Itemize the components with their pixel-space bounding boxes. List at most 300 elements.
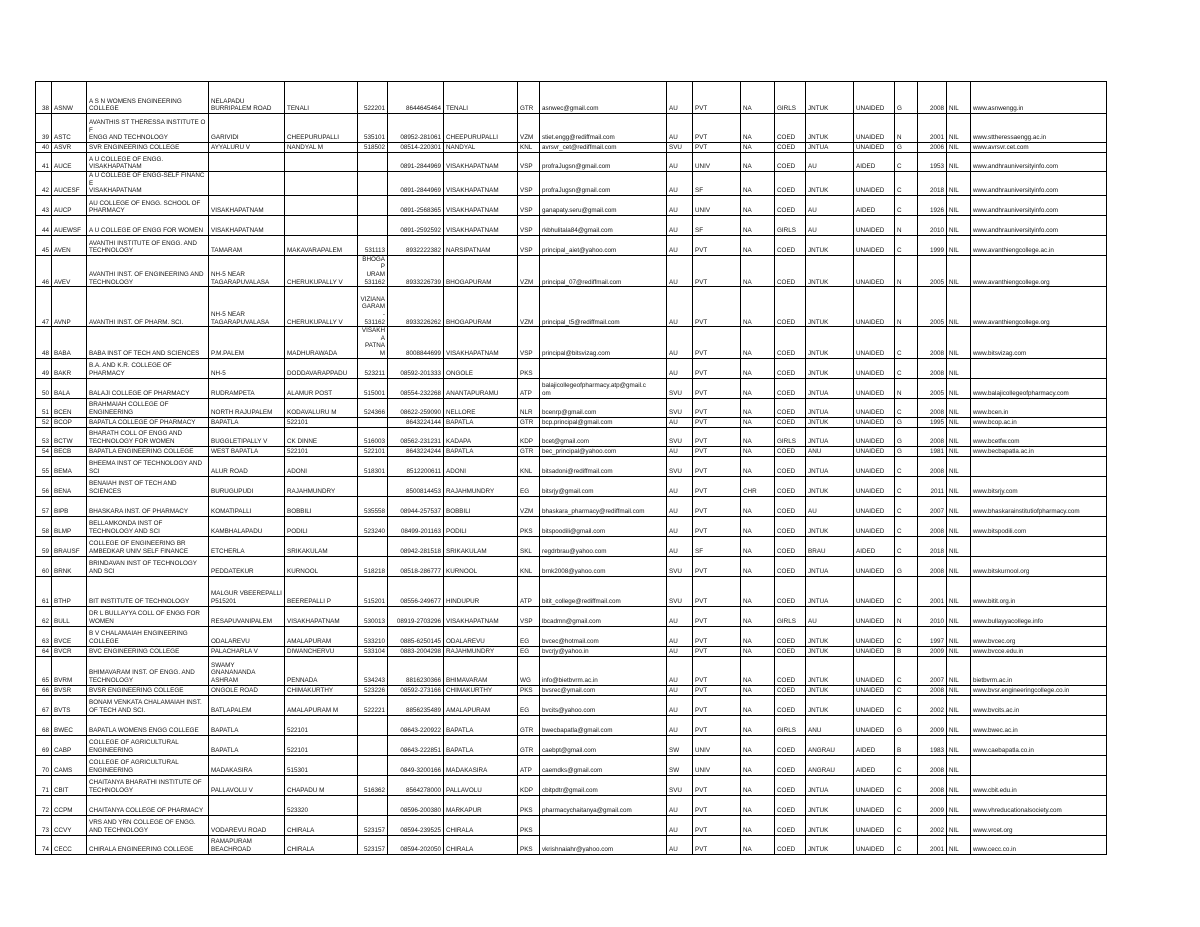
coed-status-cell: COED	[775, 358, 806, 378]
established-year-cell: 2001	[918, 114, 947, 143]
college-code-cell: BLMP	[52, 516, 87, 536]
aid-status-cell: UNAIDED	[854, 835, 895, 854]
coed-status-cell: COED	[775, 536, 806, 556]
district-cell: SKL	[518, 536, 540, 556]
aid-status-cell: UNAIDED	[854, 456, 895, 476]
college-type-cell: PVT	[693, 378, 741, 398]
college-code-cell: CBIT	[52, 775, 87, 795]
minority-cell: NA	[741, 195, 775, 215]
college-type-cell: PVT	[693, 626, 741, 646]
college-type-cell: UNIV	[693, 195, 741, 215]
table-row	[36, 715, 1107, 735]
college-name-cell: B.A. AND K.R. COLLEGE OF PHARMACY	[87, 358, 209, 378]
serial-number-cell: 48	[36, 327, 52, 358]
address-line-cell: MALGUR VBEEREPALLI P515201	[209, 576, 285, 606]
district-cell: KNL	[518, 456, 540, 476]
address-line-cell	[209, 172, 285, 196]
town-cell: NARSIPATNAM	[444, 235, 518, 255]
table-row	[36, 835, 1107, 854]
pin-code-cell: BHOGAP URAM 531162	[358, 255, 388, 286]
college-name-cell: BABA INST OF TECH AND SCIENCES	[87, 327, 209, 358]
nil-field-cell: NIL	[947, 378, 971, 398]
grade-cell: G	[895, 143, 918, 153]
affiliation-cell: ANGRAU	[806, 755, 854, 775]
college-code-cell: AUCP	[52, 195, 87, 215]
established-year-cell: 2018	[918, 172, 947, 196]
email-cell: avrsvr_cet@rediffmail.com	[540, 143, 667, 153]
aid-status-cell: AIDED	[854, 195, 895, 215]
district-cell: ATP	[518, 378, 540, 398]
college-name-cell: CHIRALA ENGINEERING COLLEGE	[87, 835, 209, 854]
table-row	[36, 815, 1107, 835]
mandal-cell: RAJAHMUNDRY	[285, 476, 358, 496]
affiliation-cell: JNTUA	[806, 427, 854, 446]
town-cell: BAPATLA	[444, 715, 518, 735]
coed-status-cell: COED	[775, 398, 806, 417]
website-cell: www.becbapatla.ac.in	[971, 446, 1107, 456]
website-cell: www.bitit.org.in	[971, 576, 1107, 606]
university-region-cell: AU	[667, 476, 693, 496]
minority-cell: NA	[741, 656, 775, 685]
serial-number-cell: 73	[36, 815, 52, 835]
address-line-cell: TAMARAM	[209, 235, 285, 255]
table-row	[36, 626, 1107, 646]
established-year-cell: 2008	[918, 327, 947, 358]
college-name-cell: A U COLLEGE OF ENGG. VISAKHAPATNAM	[87, 153, 209, 172]
town-cell: BOBBILI	[444, 496, 518, 516]
district-cell: GTR	[518, 82, 540, 114]
website-cell: www.andhrauniversityinfo.com	[971, 215, 1107, 235]
minority-cell: NA	[741, 378, 775, 398]
coed-status-cell: COED	[775, 516, 806, 536]
college-name-cell: AVANTHI INST. OF ENGINEERING AND TECHNOLOGY	[87, 255, 209, 286]
college-type-cell: PVT	[693, 516, 741, 536]
pin-code-cell	[358, 476, 388, 496]
pin-code-cell: 515001	[358, 378, 388, 398]
email-cell: info@bietbvrm.ac.in	[540, 656, 667, 685]
website-cell	[971, 358, 1107, 378]
town-cell: MADAKASIRA	[444, 755, 518, 775]
table-row	[36, 536, 1107, 556]
pin-code-cell: 523226	[358, 685, 388, 695]
coed-status-cell: COED	[775, 646, 806, 656]
affiliation-cell: JNTUK	[806, 685, 854, 695]
coed-status-cell: COED	[775, 446, 806, 456]
mandal-cell: 522101	[285, 715, 358, 735]
coed-status-cell: COED	[775, 815, 806, 835]
nil-field-cell: NIL	[947, 427, 971, 446]
town-cell: AMALAPURAM	[444, 695, 518, 715]
table-row	[36, 378, 1107, 398]
serial-number-cell: 62	[36, 606, 52, 626]
college-code-cell: ASTC	[52, 114, 87, 143]
email-cell: principal_07@rediffmail.com	[540, 255, 667, 286]
established-year-cell: 2008	[918, 775, 947, 795]
serial-number-cell: 61	[36, 576, 52, 606]
table-row	[36, 398, 1107, 417]
serial-number-cell: 43	[36, 195, 52, 215]
email-cell: caemdks@gmail.com	[540, 755, 667, 775]
town-cell: PODILI	[444, 516, 518, 536]
aid-status-cell: UNAIDED	[854, 646, 895, 656]
aid-status-cell: UNAIDED	[854, 815, 895, 835]
aid-status-cell: UNAIDED	[854, 516, 895, 536]
university-region-cell: AU	[667, 606, 693, 626]
established-year-cell: 2005	[918, 287, 947, 327]
town-cell: CHIRALA	[444, 835, 518, 854]
website-cell: www.avanthiengcollege.org	[971, 255, 1107, 286]
college-name-cell: A U COLLEGE OF ENGG FOR WOMEN	[87, 215, 209, 235]
pin-code-cell	[358, 536, 388, 556]
nil-field-cell: NIL	[947, 815, 971, 835]
district-cell: GTR	[518, 735, 540, 755]
minority-cell: NA	[741, 417, 775, 427]
aid-status-cell: UNAIDED	[854, 378, 895, 398]
college-code-cell: BVTS	[52, 695, 87, 715]
district-cell: PKS	[518, 815, 540, 835]
table-row	[36, 172, 1107, 196]
college-code-cell: BVRM	[52, 656, 87, 685]
table-row	[36, 287, 1107, 327]
website-cell: www.avanthiengcollege.ac.in	[971, 235, 1107, 255]
pin-code-cell: 522221	[358, 695, 388, 715]
established-year-cell: 1953	[918, 153, 947, 172]
grade-cell: C	[895, 235, 918, 255]
mandal-cell: 522101	[285, 417, 358, 427]
coed-status-cell: COED	[775, 735, 806, 755]
nil-field-cell: NIL	[947, 143, 971, 153]
town-cell: CHIMAKURTHY	[444, 685, 518, 695]
address-line-cell: RAMAPURAM BEACHROAD	[209, 835, 285, 854]
phone-cell: 08942-281518	[388, 536, 444, 556]
college-name-cell: A S N WOMENS ENGINEERING COLLEGE	[87, 82, 209, 114]
grade-cell: G	[895, 82, 918, 114]
serial-number-cell: 42	[36, 172, 52, 196]
table-row	[36, 235, 1107, 255]
aid-status-cell: UNAIDED	[854, 358, 895, 378]
grade-cell: C	[895, 536, 918, 556]
college-type-cell: SF	[693, 215, 741, 235]
university-region-cell: AU	[667, 685, 693, 695]
town-cell: SRIKAKULAM	[444, 536, 518, 556]
established-year-cell: 2008	[918, 82, 947, 114]
serial-number-cell: 38	[36, 82, 52, 114]
university-region-cell: AU	[667, 153, 693, 172]
established-year-cell: 2005	[918, 378, 947, 398]
email-cell	[540, 358, 667, 378]
minority-cell: NA	[741, 685, 775, 695]
university-region-cell: AU	[667, 715, 693, 735]
aid-status-cell: UNAIDED	[854, 496, 895, 516]
table-row	[36, 516, 1107, 536]
established-year-cell: 2009	[918, 795, 947, 815]
mandal-cell: 522101	[285, 446, 358, 456]
college-type-cell: PVT	[693, 835, 741, 854]
university-region-cell: AU	[667, 446, 693, 456]
pin-code-cell: 523157	[358, 815, 388, 835]
affiliation-cell: JNTUK	[806, 235, 854, 255]
grade-cell: C	[895, 626, 918, 646]
established-year-cell: 2007	[918, 656, 947, 685]
serial-number-cell: 65	[36, 656, 52, 685]
serial-number-cell: 52	[36, 417, 52, 427]
college-type-cell: PVT	[693, 496, 741, 516]
district-cell: NLR	[518, 398, 540, 417]
serial-number-cell: 74	[36, 835, 52, 854]
affiliation-cell: JNTUA	[806, 775, 854, 795]
coed-status-cell: COED	[775, 775, 806, 795]
table-row	[36, 195, 1107, 215]
established-year-cell: 2001	[918, 835, 947, 854]
email-cell: bhaskara_pharmacy@rediffmail.com	[540, 496, 667, 516]
email-cell: bitsadoni@rediffmail.com	[540, 456, 667, 476]
college-type-cell: PVT	[693, 576, 741, 606]
town-cell: RAJAHMUNDRY	[444, 646, 518, 656]
grade-cell: C	[895, 172, 918, 196]
college-name-cell: BONAM VENKATA CHALAMAIAH INST. OF TECH AND SCI.	[87, 695, 209, 715]
website-cell: www.andhrauniversityinfo.com	[971, 172, 1107, 196]
phone-cell: 08643-220922	[388, 715, 444, 735]
mandal-cell: ALAMUR POST	[285, 378, 358, 398]
university-region-cell: SVU	[667, 576, 693, 606]
pin-code-cell	[358, 172, 388, 196]
college-code-cell: BRAUSF	[52, 536, 87, 556]
email-cell: bvsrec@ymail.com	[540, 685, 667, 695]
address-line-cell: KOMATIPALLI	[209, 496, 285, 516]
email-cell: stiet.engg@rediffmail.com	[540, 114, 667, 143]
college-name-cell: BRAHMAIAH COLLEGE OF ENGINEERING	[87, 398, 209, 417]
pin-code-cell: 522201	[358, 82, 388, 114]
pin-code-cell	[358, 153, 388, 172]
college-type-cell: PVT	[693, 606, 741, 626]
district-cell: VSP	[518, 235, 540, 255]
aid-status-cell: UNAIDED	[854, 255, 895, 286]
aid-status-cell: UNAIDED	[854, 287, 895, 327]
mandal-cell	[285, 195, 358, 215]
town-cell: BHOGAPURAM	[444, 255, 518, 286]
college-type-cell: PVT	[693, 327, 741, 358]
address-line-cell: BUGGLETIPALLY V	[209, 427, 285, 446]
university-region-cell: AU	[667, 255, 693, 286]
district-cell: PKS	[518, 516, 540, 536]
table-row	[36, 685, 1107, 695]
mandal-cell: PENNADA	[285, 656, 358, 685]
mandal-cell: ADONI	[285, 456, 358, 476]
college-type-cell: PVT	[693, 358, 741, 378]
serial-number-cell: 63	[36, 626, 52, 646]
college-code-cell: BALA	[52, 378, 87, 398]
mandal-cell: KODAVALURU M	[285, 398, 358, 417]
table-row	[36, 496, 1107, 516]
pin-code-cell: 530013	[358, 606, 388, 626]
phone-cell: 08592-273166	[388, 685, 444, 695]
address-line-cell: BAPATLA	[209, 735, 285, 755]
district-cell: VZM	[518, 287, 540, 327]
college-type-cell: PVT	[693, 427, 741, 446]
pin-code-cell: 516003	[358, 427, 388, 446]
minority-cell: NA	[741, 815, 775, 835]
aid-status-cell: UNAIDED	[854, 172, 895, 196]
minority-cell: NA	[741, 835, 775, 854]
mandal-cell: DODDAVARAPPADU	[285, 358, 358, 378]
aid-status-cell: UNAIDED	[854, 143, 895, 153]
mandal-cell: CHIRALA	[285, 835, 358, 854]
college-type-cell: PVT	[693, 556, 741, 576]
mandal-cell: BOBBILI	[285, 496, 358, 516]
mandal-cell: CHEEPURUPALLI	[285, 114, 358, 143]
website-cell: www.bcen.in	[971, 398, 1107, 417]
serial-number-cell: 64	[36, 646, 52, 656]
college-type-cell: PVT	[693, 775, 741, 795]
serial-number-cell: 54	[36, 446, 52, 456]
aid-status-cell: UNAIDED	[854, 327, 895, 358]
college-name-cell: BHARATH COLL OF ENGG AND TECHNOLOGY FOR WOMEN	[87, 427, 209, 446]
email-cell: bcp.principal@gmail.com	[540, 417, 667, 427]
college-type-cell: PVT	[693, 476, 741, 496]
table-row	[36, 476, 1107, 496]
established-year-cell: 1997	[918, 626, 947, 646]
affiliation-cell: JNTUK	[806, 476, 854, 496]
table-row	[36, 417, 1107, 427]
nil-field-cell: NIL	[947, 695, 971, 715]
phone-cell: 08499-201163	[388, 516, 444, 536]
university-region-cell: AU	[667, 327, 693, 358]
mandal-cell: CHERUKUPALLY V	[285, 287, 358, 327]
town-cell: CHEEPURUPALLI	[444, 114, 518, 143]
college-name-cell: AVANTHI INSTITUTE OF ENGG. AND TECHNOLOGY	[87, 235, 209, 255]
serial-number-cell: 66	[36, 685, 52, 695]
affiliation-cell: JNTUK	[806, 358, 854, 378]
email-cell: bitsrjy@gmail.com	[540, 476, 667, 496]
pin-code-cell: 524366	[358, 398, 388, 417]
phone-cell: 08594-202050	[388, 835, 444, 854]
affiliation-cell: ANU	[806, 446, 854, 456]
coed-status-cell: COED	[775, 327, 806, 358]
serial-number-cell: 53	[36, 427, 52, 446]
established-year-cell: 2005	[918, 255, 947, 286]
district-cell: WG	[518, 656, 540, 685]
college-type-cell: PVT	[693, 646, 741, 656]
pin-code-cell	[358, 215, 388, 235]
grade-cell: C	[895, 496, 918, 516]
website-cell: www.bcop.ac.in	[971, 417, 1107, 427]
affiliation-cell: JNTUK	[806, 835, 854, 854]
coed-status-cell: GIRLS	[775, 215, 806, 235]
grade-cell: C	[895, 755, 918, 775]
pin-code-cell: 533104	[358, 646, 388, 656]
coed-status-cell: COED	[775, 685, 806, 695]
pin-code-cell: 518218	[358, 556, 388, 576]
mandal-cell: AMALAPURAM M	[285, 695, 358, 715]
minority-cell: NA	[741, 446, 775, 456]
town-cell: KADAPA	[444, 427, 518, 446]
town-cell: RAJAHMUNDRY	[444, 476, 518, 496]
established-year-cell: 1995	[918, 417, 947, 427]
established-year-cell: 2009	[918, 646, 947, 656]
website-cell: www.bitspodili.com	[971, 516, 1107, 536]
table-row	[36, 143, 1107, 153]
address-line-cell: ODALAREVU	[209, 626, 285, 646]
minority-cell: NA	[741, 358, 775, 378]
established-year-cell: 1983	[918, 735, 947, 755]
college-type-cell: PVT	[693, 255, 741, 286]
serial-number-cell: 44	[36, 215, 52, 235]
email-cell: bitit_college@rediffmail.com	[540, 576, 667, 606]
email-cell: ganapaty.seru@gmail.com	[540, 195, 667, 215]
aid-status-cell: UNAIDED	[854, 82, 895, 114]
serial-number-cell: 71	[36, 775, 52, 795]
minority-cell: NA	[741, 114, 775, 143]
aid-status-cell: UNAIDED	[854, 476, 895, 496]
phone-cell: 8564278000	[388, 775, 444, 795]
university-region-cell: AU	[667, 417, 693, 427]
aid-status-cell: UNAIDED	[854, 427, 895, 446]
college-code-cell: BEMA	[52, 456, 87, 476]
website-cell: www.caebapatla.co.in	[971, 735, 1107, 755]
grade-cell: C	[895, 685, 918, 695]
serial-number-cell: 55	[36, 456, 52, 476]
website-cell: www.sttheressaengg.ac.in	[971, 114, 1107, 143]
established-year-cell: 2008	[918, 427, 947, 446]
aid-status-cell: UNAIDED	[854, 626, 895, 646]
address-line-cell: VISAKHAPATNAM	[209, 215, 285, 235]
nil-field-cell: NIL	[947, 172, 971, 196]
coed-status-cell: GIRLS	[775, 606, 806, 626]
email-cell: balajicollegeofpharmacy.atp@gmail.c om	[540, 378, 667, 398]
established-year-cell: 2010	[918, 606, 947, 626]
college-code-cell: AUEWSF	[52, 215, 87, 235]
address-line-cell	[209, 795, 285, 815]
address-line-cell: VODAREVU ROAD	[209, 815, 285, 835]
affiliation-cell: AU	[806, 215, 854, 235]
district-cell: VSP	[518, 172, 540, 196]
district-cell: VSP	[518, 327, 540, 358]
mandal-cell: SRIKAKULAM	[285, 536, 358, 556]
mandal-cell: BEEREPALLI P	[285, 576, 358, 606]
grade-cell: C	[895, 398, 918, 417]
nil-field-cell: NIL	[947, 755, 971, 775]
coed-status-cell: COED	[775, 476, 806, 496]
website-cell: www.vhreducationalsociety.com	[971, 795, 1107, 815]
district-cell: KDP	[518, 427, 540, 446]
pin-code-cell	[358, 735, 388, 755]
aid-status-cell: UNAIDED	[854, 215, 895, 235]
minority-cell: NA	[741, 398, 775, 417]
college-name-cell: BIT INSTITUTE OF TECHNOLOGY	[87, 576, 209, 606]
college-name-cell: SVR ENGINEERING COLLEGE	[87, 143, 209, 153]
address-line-cell: NH-5	[209, 358, 285, 378]
email-cell: bcet@gmail.com	[540, 427, 667, 446]
nil-field-cell: NIL	[947, 735, 971, 755]
district-cell: VZM	[518, 255, 540, 286]
college-code-cell: AVEV	[52, 255, 87, 286]
district-cell: VZM	[518, 114, 540, 143]
address-line-cell: KAMBHALAPADU	[209, 516, 285, 536]
table-row	[36, 606, 1107, 626]
nil-field-cell: NIL	[947, 114, 971, 143]
aid-status-cell: AIDED	[854, 153, 895, 172]
address-line-cell: P.M.PALEM	[209, 327, 285, 358]
mandal-cell: NANDYAL M	[285, 143, 358, 153]
established-year-cell: 1999	[918, 235, 947, 255]
email-cell: pharmacychaitanya@gmail.com	[540, 795, 667, 815]
grade-cell: G	[895, 556, 918, 576]
phone-cell: 08952-281061	[388, 114, 444, 143]
grade-cell: N	[895, 255, 918, 286]
table-row	[36, 646, 1107, 656]
town-cell: VISAKHAPATNAM	[444, 215, 518, 235]
aid-status-cell: UNAIDED	[854, 556, 895, 576]
